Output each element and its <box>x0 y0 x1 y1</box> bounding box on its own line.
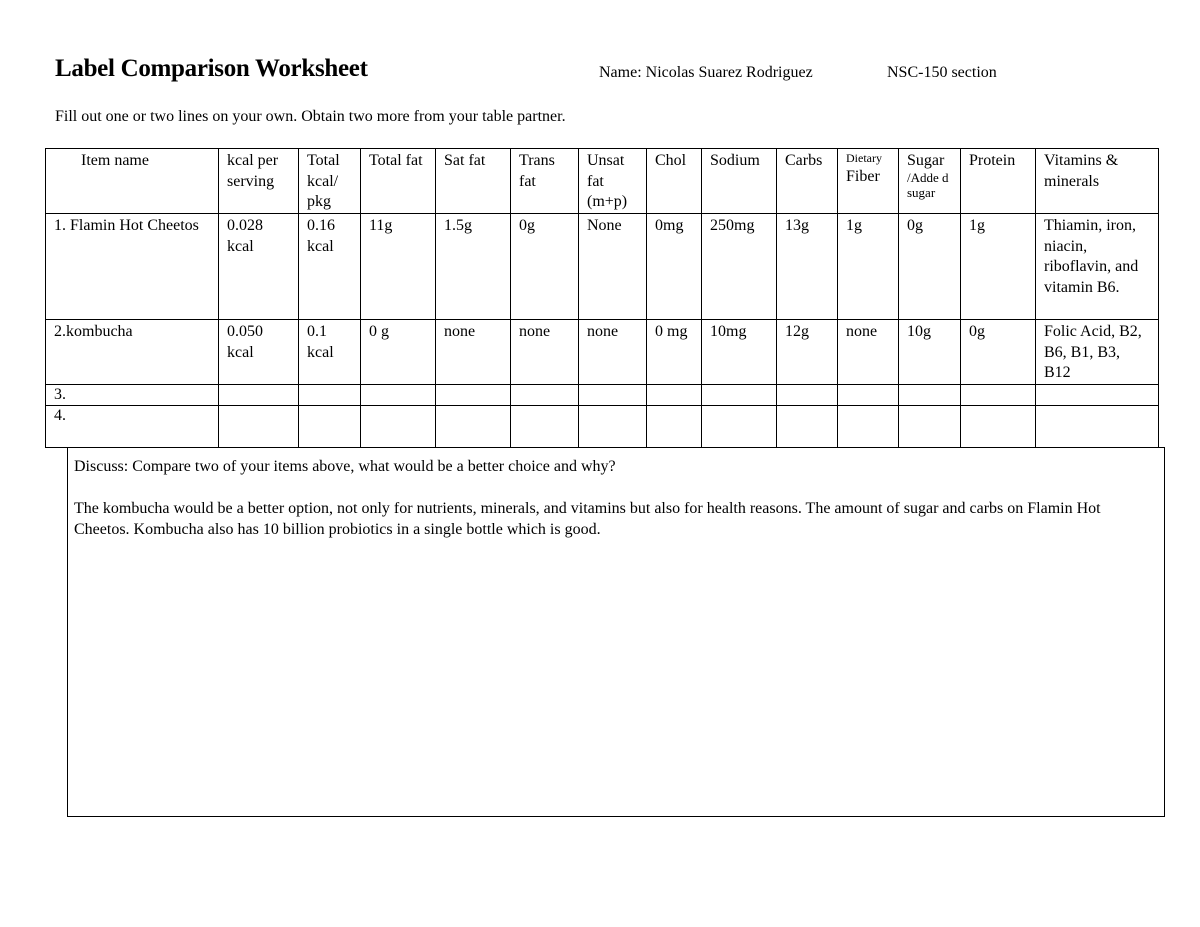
cell-sodium: 10mg <box>702 320 777 385</box>
cell-unsat-fat: none <box>579 320 647 385</box>
cell-fiber: none <box>838 320 899 385</box>
table-row <box>46 384 1159 405</box>
cell-empty <box>647 384 702 405</box>
cell-empty <box>702 405 777 447</box>
discussion-answer: The kombucha would be a better option, not only for nutrients, minerals, and vitamins but also for health reasons. The amount of sugar and carbs on Flamin Hot Cheetos. Kombucha also has 10 billion probiotics in a single bottle which is good. <box>74 500 1101 538</box>
cell-empty <box>579 384 647 405</box>
cell-empty <box>511 384 579 405</box>
cell-empty <box>436 384 511 405</box>
cell-sugar: 10g <box>899 320 961 385</box>
cell-empty <box>777 384 838 405</box>
cell-chol: 0 mg <box>647 320 702 385</box>
header-sugar <box>899 149 961 214</box>
cell-vitamins: Thiamin, iron, niacin, riboflavin, and vitamin B6. <box>1036 214 1159 320</box>
cell-chol: 0mg <box>647 214 702 320</box>
header-added-sugar: /Adde d sugar <box>907 170 949 200</box>
header-kcal-per-serving: kcal per serving <box>219 149 299 214</box>
course-section: NSC-150 section <box>887 64 997 81</box>
label-comparison-table <box>45 148 1159 448</box>
header-vitamins: Vitamins & minerals <box>1036 149 1159 214</box>
cell-protein: 1g <box>961 214 1036 320</box>
cell-kcal-per-serving: 0.050 kcal <box>219 320 299 385</box>
cell-empty <box>899 405 961 447</box>
header-dietary-fiber <box>838 149 899 214</box>
worksheet-title: Label Comparison Worksheet <box>55 55 368 82</box>
cell-protein: 0g <box>961 320 1036 385</box>
cell-sat-fat: 1.5g <box>436 214 511 320</box>
cell-carbs: 12g <box>777 320 838 385</box>
cell-sugar: 0g <box>899 214 961 320</box>
cell-empty <box>702 384 777 405</box>
cell-trans-fat: 0g <box>511 214 579 320</box>
header-total-fat: Total fat <box>361 149 436 214</box>
cell-sat-fat: none <box>436 320 511 385</box>
cell-fiber: 1g <box>838 214 899 320</box>
cell-empty <box>838 384 899 405</box>
discussion-box <box>67 447 1165 817</box>
cell-empty <box>361 384 436 405</box>
cell-empty <box>219 405 299 447</box>
header-carbs: Carbs <box>777 149 838 214</box>
cell-empty <box>838 405 899 447</box>
cell-empty <box>1036 405 1159 447</box>
header-unsat-fat: Unsat fat (m+p) <box>579 149 647 214</box>
cell-kcal-per-serving: 0.028 kcal <box>219 214 299 320</box>
header-fiber: Fiber <box>846 168 880 185</box>
header-item-name: Item name <box>46 149 219 214</box>
cell-vitamins: Folic Acid, B2, B6, B1, B3, B12 <box>1036 320 1159 385</box>
cell-trans-fat: none <box>511 320 579 385</box>
cell-carbs: 13g <box>777 214 838 320</box>
cell-empty <box>511 405 579 447</box>
header-dietary: Dietary <box>846 151 882 165</box>
cell-empty <box>1036 384 1159 405</box>
student-name: Name: Nicolas Suarez Rodriguez <box>599 64 813 81</box>
cell-empty <box>299 405 361 447</box>
cell-empty <box>647 405 702 447</box>
cell-total-fat: 0 g <box>361 320 436 385</box>
cell-empty <box>579 405 647 447</box>
cell-empty <box>436 405 511 447</box>
table-row <box>46 405 1159 447</box>
instructions: Fill out one or two lines on your own. Obtain two more from your table partner. <box>55 108 566 125</box>
cell-item: 1. Flamin Hot Cheetos <box>46 214 219 320</box>
discussion-question: Discuss: Compare two of your items above, what would be a better choice and why? <box>74 458 616 475</box>
cell-total-fat: 11g <box>361 214 436 320</box>
cell-empty <box>777 405 838 447</box>
cell-total-kcal-pkg: 0.1 kcal <box>299 320 361 385</box>
cell-unsat-fat: None <box>579 214 647 320</box>
cell-empty <box>219 384 299 405</box>
cell-empty <box>899 384 961 405</box>
header-sat-fat: Sat fat <box>436 149 511 214</box>
cell-empty <box>361 405 436 447</box>
header-sodium: Sodium <box>702 149 777 214</box>
cell-empty <box>961 405 1036 447</box>
cell-sodium: 250mg <box>702 214 777 320</box>
header-total-kcal-pkg: Total kcal/ pkg <box>299 149 361 214</box>
table-row <box>46 320 1159 385</box>
cell-item: 3. <box>46 384 219 405</box>
header-row <box>46 149 1159 214</box>
header-protein: Protein <box>961 149 1036 214</box>
cell-item: 2.kombucha <box>46 320 219 385</box>
cell-total-kcal-pkg: 0.16 kcal <box>299 214 361 320</box>
header-sugar-label: Sugar <box>907 152 945 169</box>
table-row <box>46 214 1159 320</box>
cell-empty <box>961 384 1036 405</box>
cell-item: 4. <box>46 405 219 447</box>
header-chol: Chol <box>647 149 702 214</box>
cell-empty <box>299 384 361 405</box>
header-trans-fat: Trans fat <box>511 149 579 214</box>
